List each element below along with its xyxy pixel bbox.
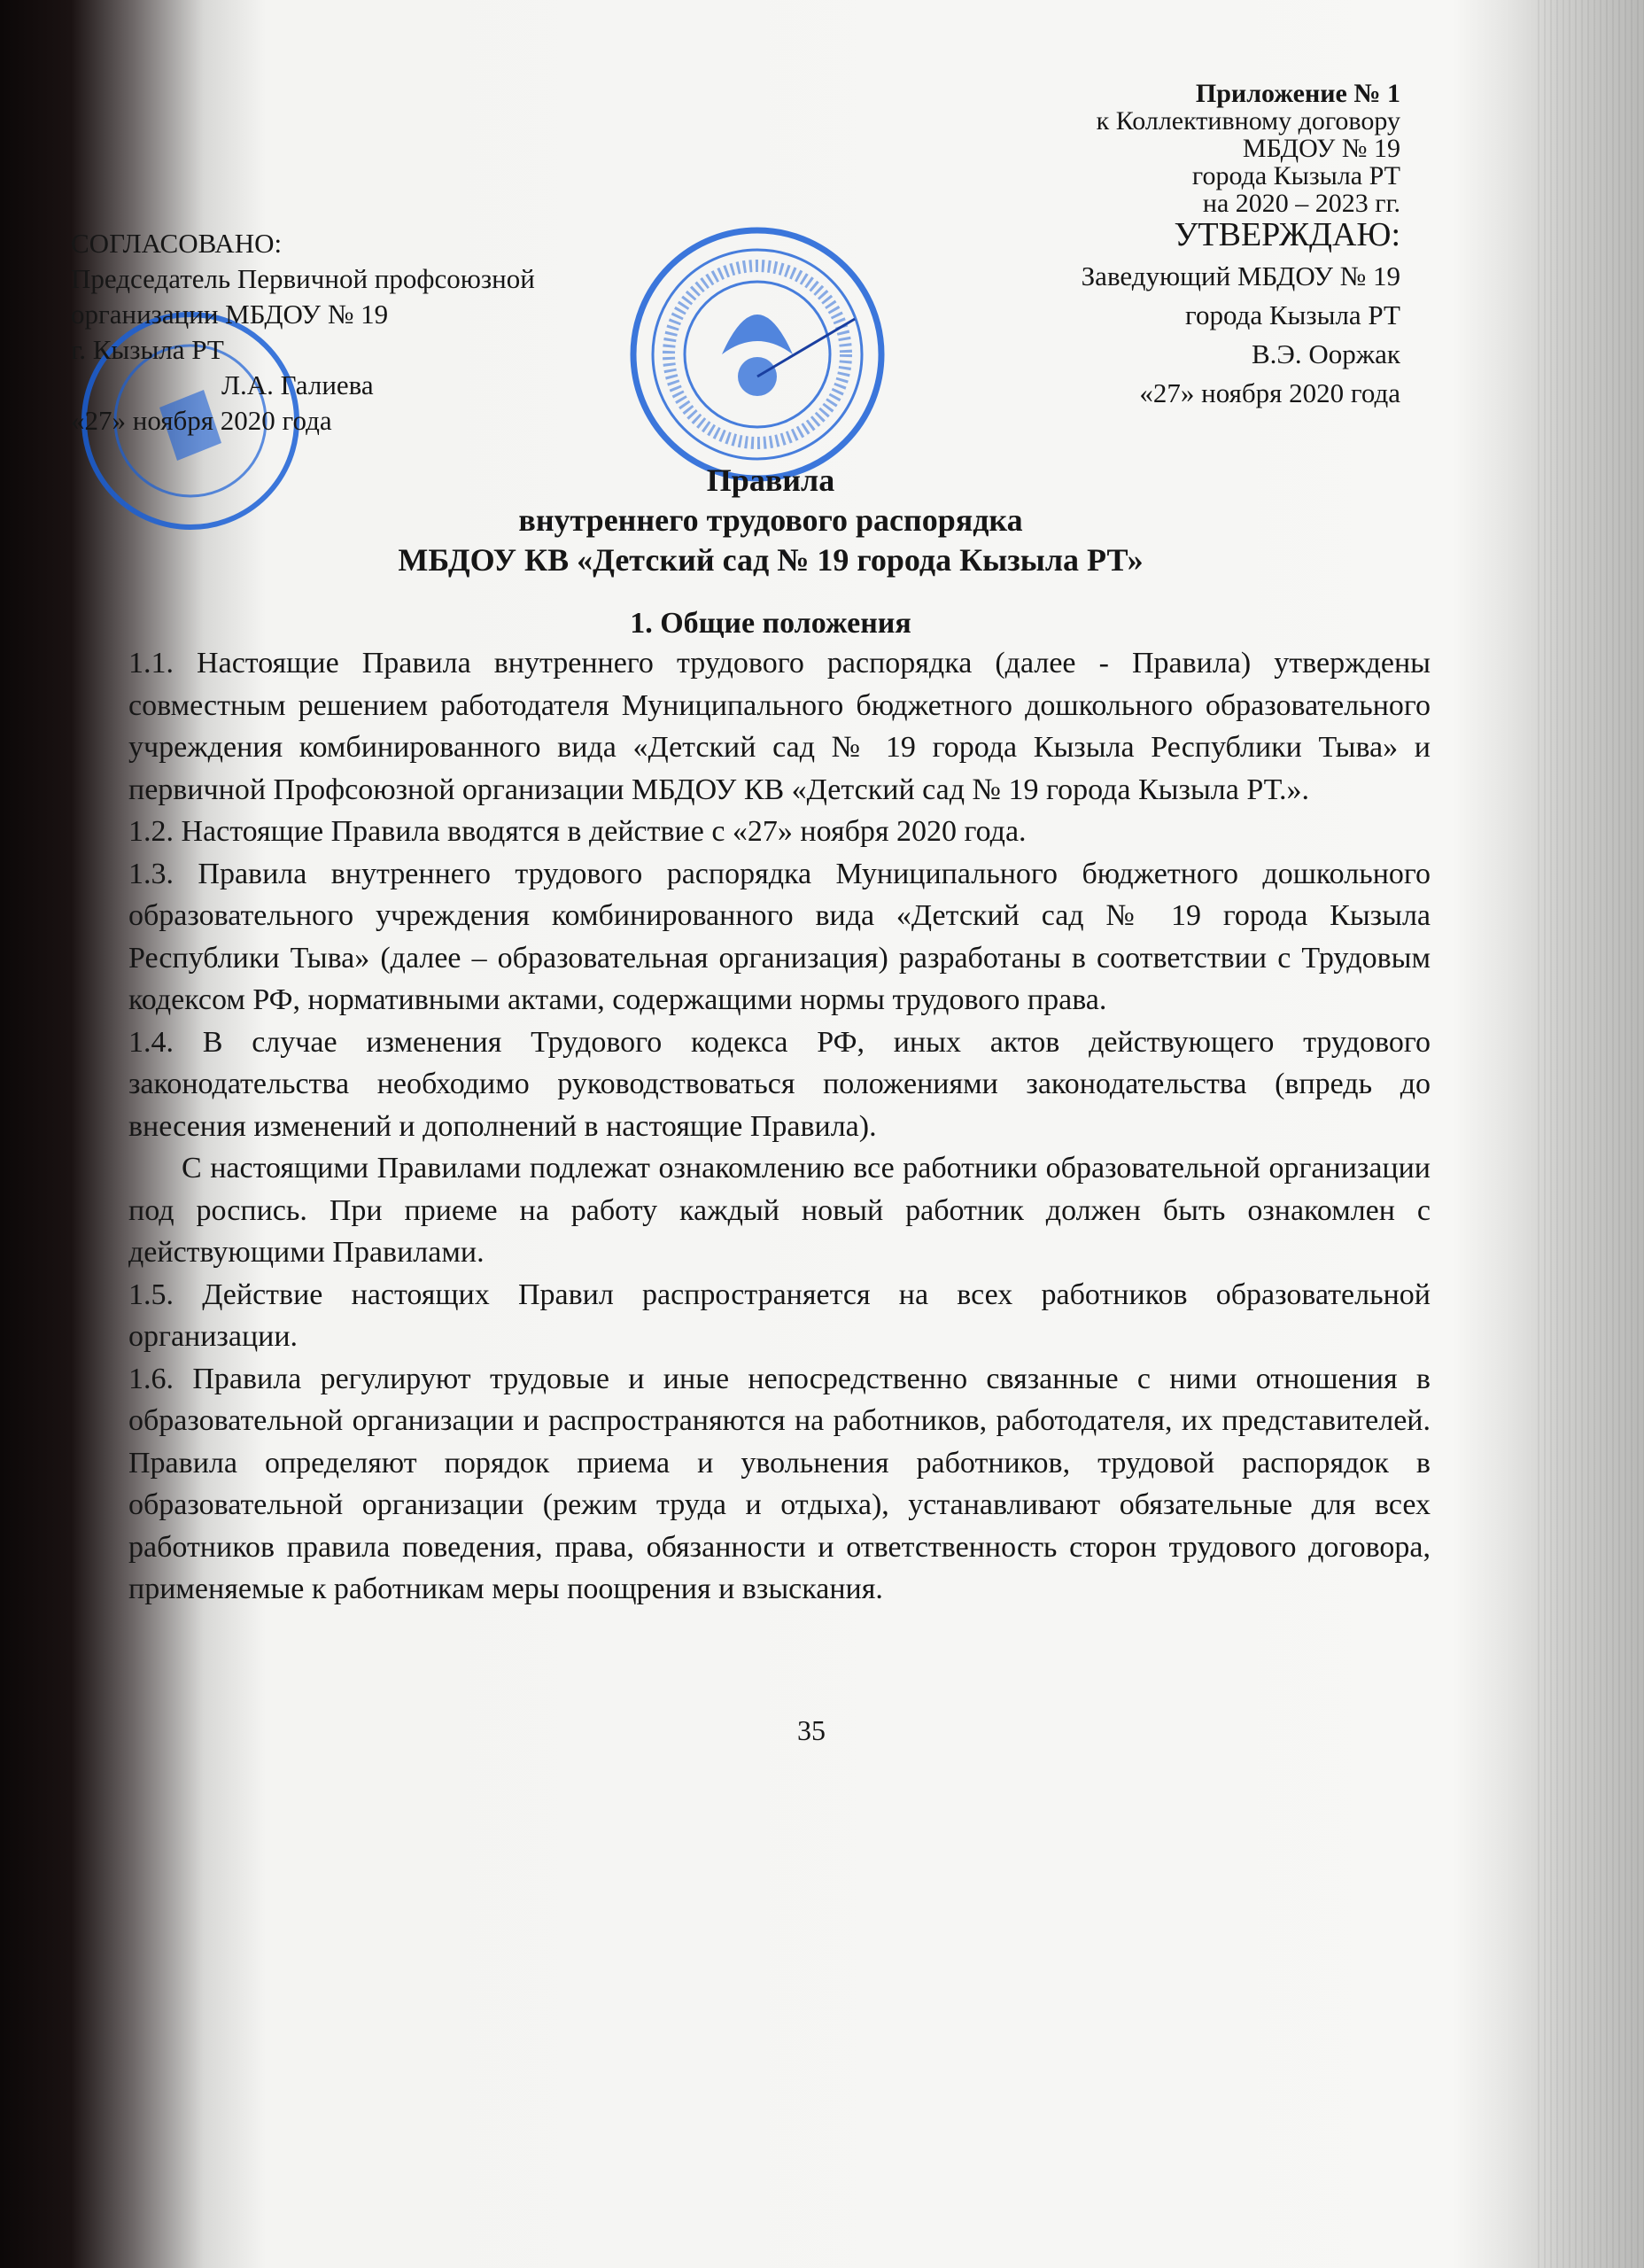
- title-line: внутреннего трудового распорядка: [518, 502, 1023, 538]
- agreement-line: Л.А. Галиева: [221, 369, 374, 400]
- paragraph: 1.1. Настоящие Правила внутреннего трудового распорядка (далее - Правила) утверждены совместным решением работодателя Муниципального бюджетного дошкольного образовательного учреждения комбинированного вида «Детский сад № 19 города Кызыла Республики Тыва» и первичной Профсоюзной организации МБДОУ КВ «Детский сад № 19 города Кызыла РТ.».: [128, 647, 1431, 806]
- agreement-line: г. Кызыла РТ: [71, 334, 224, 365]
- paragraph: 1.5. Действие настоящих Правил распространяется на всех работников образовательной организации.: [128, 1278, 1431, 1353]
- paragraph: 1.3. Правила внутреннего трудового распорядка Муниципального бюджетного дошкольного образовательного учреждения комбинированного вида «Детский сад № 19 города Кызыла Республики Тыва» (далее – образовательная организация) разработаны в соответствии с Трудовым кодексом РФ, нормативными актами, содержащими нормы трудового права.: [128, 857, 1431, 1016]
- page-number: 35: [797, 1714, 826, 1746]
- agreement-line: организации МБДОУ № 19: [71, 299, 389, 330]
- approval-title: УТВЕРЖДАЮ:: [1174, 216, 1400, 253]
- header-line: к Коллективному договору: [1096, 106, 1400, 136]
- title-line: Правила: [706, 462, 835, 498]
- page-stack-edge: [1538, 0, 1644, 2268]
- approval-block: [1082, 213, 1400, 413]
- paragraph: 1.4. В случае изменения Трудового кодекса РФ, иных актов действующего трудового законодательства необходимо руководствоваться положениями законодательства (впредь до внесения изменений и дополнений в настоящие Правила).: [128, 1025, 1431, 1143]
- organization-stamp: [624, 221, 890, 487]
- header-line: города Кызыла РТ: [1191, 161, 1400, 190]
- approval-line: города Кызыла РТ: [1185, 299, 1400, 330]
- paragraph: 1.6. Правила регулируют трудовые и иные непосредственно связанные с ними отношения в образовательной организации и распространяются на работников, работодателя, их представителей. Правила определяют порядок приема и увольнения работников, трудовой распорядок в образовательной организации (режим труда и отдыха), устанавливают обязательные для всех работников правила поведения, права, обязанности и ответственность сторон трудового договора, применяемые к работникам меры поощрения и взыскания.: [128, 1362, 1431, 1605]
- paragraph: С настоящими Правилами подлежат ознакомлению все работники образовательной организации под роспись. При приеме на работу каждый новый работник должен быть ознакомлен с действующими Правилами.: [128, 1152, 1431, 1269]
- header-line: МБДОУ № 19: [1242, 134, 1400, 163]
- agreement-title: СОГЛАСОВАНО:: [71, 228, 283, 259]
- section-title: 1. Общие положения: [630, 607, 911, 640]
- header-line: на 2020 – 2023 гг.: [1202, 189, 1400, 218]
- agreement-line: «27» ноября 2020 года: [71, 405, 332, 436]
- appendix-header: [1097, 80, 1400, 217]
- approval-line: «27» ноября 2020 года: [1139, 377, 1400, 408]
- agreement-line: Председатель Первичной профсоюзной: [71, 263, 535, 294]
- paragraph: 1.2. Настоящие Правила вводятся в действие с «27» ноября 2020 года.: [128, 815, 1027, 848]
- document-title: [133, 461, 1408, 580]
- approval-line: В.Э. Ооржак: [1251, 338, 1400, 369]
- agreement-block: [71, 226, 535, 439]
- approval-line: Заведующий МБДОУ № 19: [1081, 260, 1400, 291]
- title-line: МБДОУ КВ «Детский сад № 19 города Кызыла РТ»: [398, 542, 1144, 578]
- document-body: [128, 642, 1431, 1611]
- appendix-number: Приложение № 1: [1195, 79, 1400, 108]
